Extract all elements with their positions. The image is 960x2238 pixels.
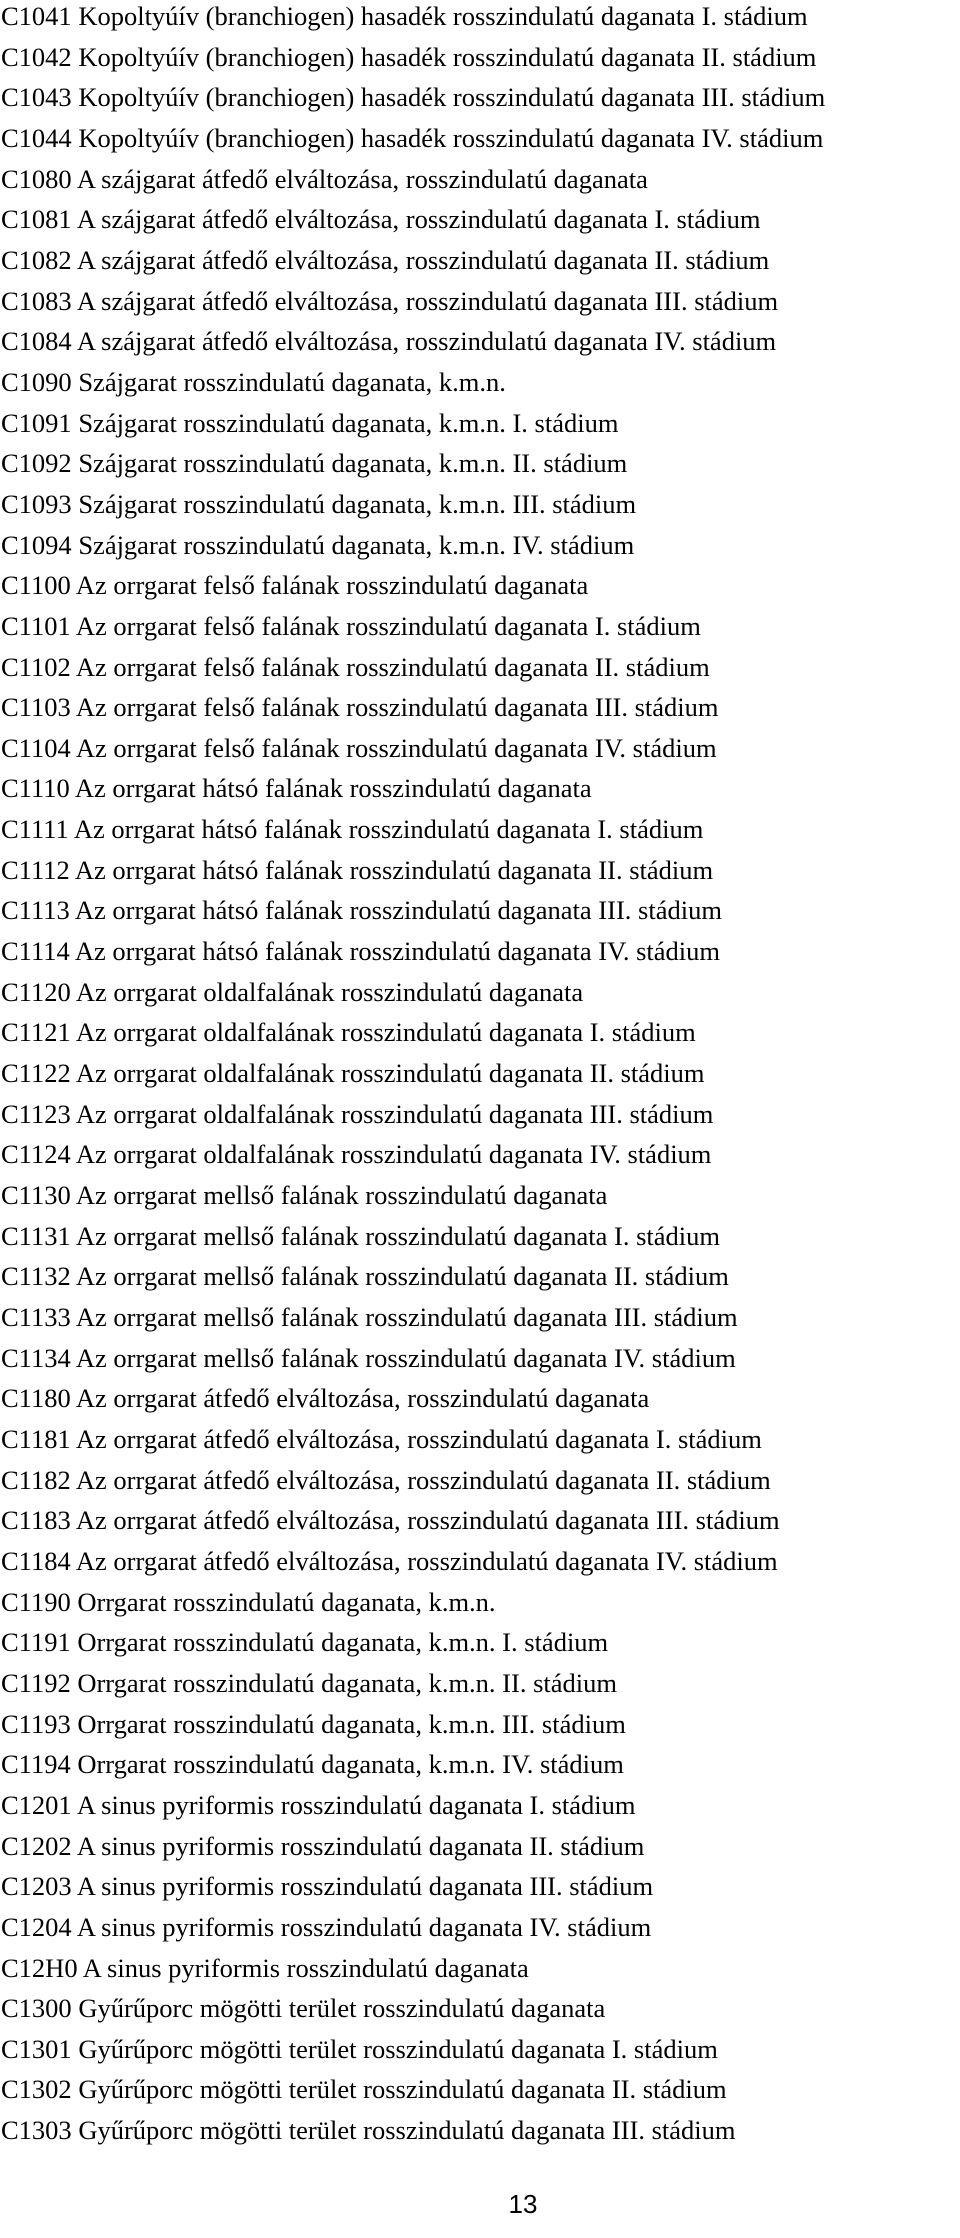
diagnosis-code: C1190 <box>1 1586 71 1617</box>
diagnosis-code: C1300 <box>1 1993 72 2024</box>
diagnosis-code: C1184 <box>1 1545 71 1576</box>
diagnosis-description: A sinus pyriformis rosszindulatú daganata IV. stádium <box>76 1911 652 1942</box>
diagnosis-description: Szájgarat rosszindulatú daganata, k.m.n. III. stádium <box>78 488 637 519</box>
diagnosis-description: A sinus pyriformis rosszindulatú daganata <box>82 1952 529 1983</box>
diagnosis-code: C1094 <box>1 529 72 560</box>
diagnosis-code: C1202 <box>1 1830 72 1861</box>
diagnosis-code: C1120 <box>1 976 71 1007</box>
diagnosis-code: C1081 <box>1 204 72 235</box>
diagnosis-code: C1041 <box>1 1 72 31</box>
list-item <box>0 1586 960 1627</box>
diagnosis-description: Gyűrűporc mögötti terület rosszindulatú daganata <box>78 1993 606 2024</box>
diagnosis-code: C1303 <box>1 2115 72 2146</box>
diagnosis-code: C1302 <box>1 2074 72 2105</box>
page-number: 13 <box>508 2189 538 2219</box>
diagnosis-description: Gyűrűporc mögötti terület rosszindulatú daganata III. stádium <box>78 2115 736 2146</box>
diagnosis-description: Az orrgarat hátsó falának rosszindulatú daganata II. stádium <box>74 854 714 885</box>
diagnosis-code: C1124 <box>1 1139 71 1170</box>
diagnosis-code: C1180 <box>1 1383 71 1414</box>
diagnosis-code: C1103 <box>1 692 71 723</box>
list-item <box>0 1260 960 1301</box>
list-item <box>0 1789 960 1830</box>
diagnosis-description: Az orrgarat felső falának rosszindulatú daganata <box>75 570 589 601</box>
list-item <box>0 325 960 366</box>
list-item <box>0 1667 960 1708</box>
diagnosis-code: C1132 <box>1 1261 71 1292</box>
list-item <box>0 1952 960 1993</box>
diagnosis-description: A szájgarat átfedő elváltozása, rosszindulatú daganata I. stádium <box>76 204 761 235</box>
list-item <box>0 244 960 285</box>
list-item <box>0 203 960 244</box>
list-item <box>0 1545 960 1586</box>
diagnosis-description: Kopoltyúív (branchiogen) hasadék rosszindulatú daganata IV. stádium <box>78 122 824 153</box>
list-item <box>0 1016 960 1057</box>
diagnosis-description: Kopoltyúív (branchiogen) hasadék rosszindulatú daganata III. stádium <box>78 82 826 113</box>
diagnosis-code: C1102 <box>1 651 71 682</box>
diagnosis-description: A sinus pyriformis rosszindulatú daganata II. stádium <box>76 1830 645 1861</box>
list-item <box>0 2033 960 2074</box>
diagnosis-code: C1080 <box>1 163 72 194</box>
diagnosis-code: C1193 <box>1 1708 71 1739</box>
diagnosis-code: C12H0 <box>1 1952 78 1983</box>
list-item <box>0 894 960 935</box>
diagnosis-code: C1112 <box>1 854 70 885</box>
diagnosis-code: C1042 <box>1 41 72 72</box>
diagnosis-description: Az orrgarat mellső falának rosszindulatú daganata <box>75 1180 608 1211</box>
list-item <box>0 488 960 529</box>
diagnosis-description: Az orrgarat oldalfalának rosszindulatú daganata IV. stádium <box>75 1139 712 1170</box>
list-item <box>0 163 960 204</box>
diagnosis-code: C1044 <box>1 122 72 153</box>
diagnosis-description: Az orrgarat átfedő elváltozása, rosszindulatú daganata III. stádium <box>75 1505 780 1536</box>
diagnosis-description: Az orrgarat hátsó falának rosszindulatú daganata I. stádium <box>73 814 704 845</box>
diagnosis-code: C1301 <box>1 2033 72 2064</box>
list-item <box>0 854 960 895</box>
diagnosis-description: Az orrgarat oldalfalának rosszindulatú daganata II. stádium <box>75 1058 705 1089</box>
list-item <box>0 813 960 854</box>
diagnosis-code: C1090 <box>1 366 72 397</box>
diagnosis-description: Az orrgarat hátsó falának rosszindulatú daganata <box>74 773 592 804</box>
diagnosis-description: Orrgarat rosszindulatú daganata, k.m.n. IV. stádium <box>77 1749 624 1780</box>
diagnosis-code: C1201 <box>1 1789 72 1820</box>
diagnosis-code: C1082 <box>1 244 72 275</box>
diagnosis-code: C1183 <box>1 1505 71 1536</box>
list-item <box>0 1626 960 1667</box>
diagnosis-description: Az orrgarat mellső falának rosszindulatú daganata III. stádium <box>75 1302 738 1332</box>
diagnosis-description: Az orrgarat felső falának rosszindulatú daganata II. stádium <box>75 651 710 682</box>
list-item <box>0 1830 960 1871</box>
list-item <box>0 691 960 732</box>
diagnosis-code: C1083 <box>1 285 72 316</box>
diagnosis-description: Az orrgarat oldalfalának rosszindulatú daganata I. stádium <box>75 1017 696 1048</box>
list-item <box>0 935 960 976</box>
list-item <box>0 1301 960 1342</box>
diagnosis-description: Gyűrűporc mögötti terület rosszindulatú daganata II. stádium <box>78 2074 727 2105</box>
diagnosis-code: C1043 <box>1 82 72 113</box>
diagnosis-description: Az orrgarat oldalfalának rosszindulatú daganata III. stádium <box>75 1098 714 1129</box>
list-item <box>0 366 960 407</box>
diagnosis-code: C1194 <box>1 1749 71 1780</box>
diagnosis-code: C1121 <box>1 1017 71 1048</box>
diagnosis-code: C1091 <box>1 407 72 438</box>
diagnosis-code: C1111 <box>1 814 69 845</box>
list-item <box>0 407 960 448</box>
list-item <box>0 1870 960 1911</box>
list-item <box>0 569 960 610</box>
diagnosis-code: C1133 <box>1 1302 71 1332</box>
diagnosis-description: Az orrgarat mellső falának rosszindulatú daganata IV. stádium <box>75 1342 736 1373</box>
list-item <box>0 447 960 488</box>
diagnosis-description: Szájgarat rosszindulatú daganata, k.m.n. II. stádium <box>78 448 628 479</box>
list-item <box>0 651 960 692</box>
list-item <box>0 285 960 326</box>
diagnosis-code: C1181 <box>1 1423 71 1454</box>
diagnosis-description: Szájgarat rosszindulatú daganata, k.m.n. <box>78 366 506 397</box>
diagnosis-description: A szájgarat átfedő elváltozása, rosszindulatú daganata II. stádium <box>76 244 770 275</box>
list-item <box>0 976 960 1017</box>
diagnosis-description: Az orrgarat felső falának rosszindulatú daganata III. stádium <box>75 692 719 723</box>
list-item <box>0 1911 960 1952</box>
diagnosis-description: Az orrgarat hátsó falának rosszindulatú daganata IV. stádium <box>74 936 721 967</box>
list-item <box>0 0 960 41</box>
diagnosis-description: Szájgarat rosszindulatú daganata, k.m.n. IV. stádium <box>78 529 635 560</box>
diagnosis-description: Az orrgarat mellső falának rosszindulatú daganata I. stádium <box>75 1220 721 1251</box>
list-item <box>0 1748 960 1789</box>
diagnosis-description: Orrgarat rosszindulatú daganata, k.m.n. III. stádium <box>77 1708 626 1739</box>
diagnosis-code: C1092 <box>1 448 72 479</box>
diagnosis-code: C1123 <box>1 1098 71 1129</box>
list-item <box>0 1220 960 1261</box>
list-item <box>0 772 960 813</box>
diagnosis-description: Az orrgarat oldalfalának rosszindulatú daganata <box>75 976 584 1007</box>
diagnosis-code: C1131 <box>1 1220 71 1251</box>
diagnosis-description: A szájgarat átfedő elváltozása, rosszindulatú daganata <box>76 163 648 194</box>
diagnosis-description: Kopoltyúív (branchiogen) hasadék rosszindulatú daganata I. stádium <box>78 1 808 31</box>
list-item <box>0 122 960 163</box>
diagnosis-description: Az orrgarat mellső falának rosszindulatú daganata II. stádium <box>75 1261 729 1292</box>
diagnosis-description: Orrgarat rosszindulatú daganata, k.m.n. I. stádium <box>77 1627 609 1658</box>
diagnosis-code: C1104 <box>1 732 71 763</box>
diagnosis-description: Szájgarat rosszindulatú daganata, k.m.n. I. stádium <box>78 407 619 438</box>
diagnosis-code: C1204 <box>1 1911 72 1942</box>
diagnosis-description: Az orrgarat felső falának rosszindulatú daganata I. stádium <box>75 610 701 641</box>
diagnosis-description: Kopoltyúív (branchiogen) hasadék rosszindulatú daganata II. stádium <box>78 41 817 72</box>
diagnosis-description: A szájgarat átfedő elváltozása, rosszindulatú daganata IV. stádium <box>76 326 777 357</box>
list-item <box>0 41 960 82</box>
diagnosis-code: C1113 <box>1 895 70 926</box>
list-item <box>0 1504 960 1545</box>
diagnosis-description: A sinus pyriformis rosszindulatú daganata I. stádium <box>76 1789 636 1820</box>
diagnosis-description: A szájgarat átfedő elváltozása, rosszindulatú daganata III. stádium <box>76 285 779 316</box>
diagnosis-code: C1100 <box>1 570 71 601</box>
list-item <box>0 529 960 570</box>
diagnosis-description: Az orrgarat hátsó falának rosszindulatú daganata III. stádium <box>74 895 722 926</box>
diagnosis-description: Az orrgarat átfedő elváltozása, rosszindulatú daganata IV. stádium <box>75 1545 778 1576</box>
list-item <box>0 1464 960 1505</box>
list-item <box>0 1179 960 1220</box>
list-item <box>0 1423 960 1464</box>
diagnosis-code: C1182 <box>1 1464 71 1495</box>
list-item <box>0 2114 960 2155</box>
diagnosis-description: Orrgarat rosszindulatú daganata, k.m.n. <box>77 1586 496 1617</box>
diagnosis-description: A sinus pyriformis rosszindulatú daganata III. stádium <box>76 1871 654 1902</box>
list-item <box>0 610 960 651</box>
list-item <box>0 81 960 122</box>
diagnosis-code: C1101 <box>1 610 71 641</box>
list-item <box>0 2073 960 2114</box>
diagnosis-description: Az orrgarat átfedő elváltozása, rosszindulatú daganata I. stádium <box>75 1423 762 1454</box>
list-item <box>0 1057 960 1098</box>
diagnosis-description: Orrgarat rosszindulatú daganata, k.m.n. II. stádium <box>77 1667 617 1698</box>
list-item <box>0 732 960 773</box>
diagnosis-code: C1114 <box>1 936 70 967</box>
diagnosis-description: Az orrgarat felső falának rosszindulatú daganata IV. stádium <box>75 732 717 763</box>
diagnosis-description: Az orrgarat átfedő elváltozása, rosszindulatú daganata <box>75 1383 650 1414</box>
list-item <box>0 1342 960 1383</box>
diagnosis-description: Az orrgarat átfedő elváltozása, rosszindulatú daganata II. stádium <box>75 1464 771 1495</box>
list-item <box>0 1382 960 1423</box>
diagnosis-code: C1192 <box>1 1667 71 1698</box>
list-item <box>0 1098 960 1139</box>
diagnosis-code: C1191 <box>1 1627 71 1658</box>
list-item <box>0 1138 960 1179</box>
diagnosis-code: C1134 <box>1 1342 71 1373</box>
diagnosis-code: C1122 <box>1 1058 71 1089</box>
diagnosis-code: C1084 <box>1 326 72 357</box>
diagnosis-code: C1203 <box>1 1871 72 1902</box>
diagnosis-description: Gyűrűporc mögötti terület rosszindulatú daganata I. stádium <box>78 2033 718 2064</box>
diagnosis-code: C1130 <box>1 1180 71 1211</box>
list-item <box>0 1708 960 1749</box>
list-item <box>0 1992 960 2033</box>
diagnosis-code: C1093 <box>1 488 72 519</box>
diagnosis-code: C1110 <box>1 773 70 804</box>
